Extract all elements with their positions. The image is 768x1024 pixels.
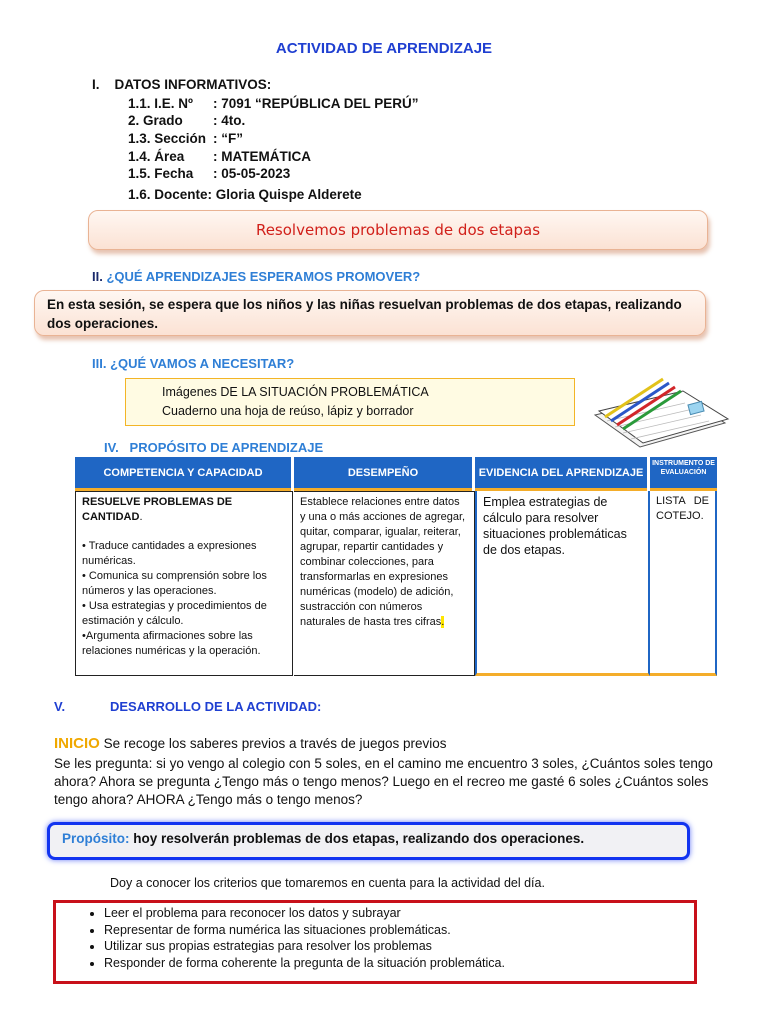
table-header: INSTRUMENTO DE EVALUACIÓN (650, 457, 717, 491)
competencia-item: •Argumenta afirmaciones sobre las relaciones numéricas y la operación. (82, 630, 261, 657)
competencia-item: • Traduce cantidades a expresiones numéricas. (82, 540, 257, 567)
materials-box (125, 378, 575, 426)
section-2-num: II. (92, 269, 103, 284)
notebook-pencils-icon (585, 375, 735, 455)
inicio-label: INICIO (54, 735, 100, 752)
docente-label: 1.6. Docente: (128, 187, 213, 202)
section-5-title: DESARROLLO DE LA ACTIVIDAD: (110, 699, 322, 714)
purpose-table (75, 457, 717, 676)
section-4-heading (104, 440, 323, 455)
docente-value: Gloria Quispe Alderete (215, 187, 362, 202)
competencia-item: • Comunica su comprensión sobre los números y las operaciones. (82, 570, 267, 597)
datos-label: 2. Grado (128, 113, 183, 128)
section-3-num: III. (92, 356, 107, 371)
competencia-item: • Usa estrategias y procedimientos de estimación y cálculo. (82, 600, 267, 627)
inicio-text: Se recoge los saberes previos a través de juegos previos (103, 736, 447, 751)
learning-expectation-box (34, 290, 706, 336)
purpose-text: hoy resolverán problemas de dos etapas, realizando dos operaciones. (133, 831, 585, 846)
table-header: EVIDENCIA DEL APRENDIZAJE (475, 457, 647, 491)
session-title-banner (88, 210, 708, 250)
criteria-item: • Responder de forma coherente la pregunta de la situación problemática. (104, 955, 694, 972)
datos-label: 1.3. Sección (128, 131, 207, 146)
datos-value: : MATEMÁTICA (213, 149, 311, 164)
material-item: Imágenes DE LA SITUACIÓN PROBLEMÁTICA (162, 385, 429, 399)
table-cell-evidencia (475, 491, 650, 676)
table-cell-desempeno: Establece relaciones entre datos y una o más acciones de agregar, quitar, comparar, igualar, reiterar, agrupar, repartir cantidades y combinar colecciones, para transformarlas en expresiones numéricas (modelo) de adición, sustracción con números naturales de hasta tres cifras. (294, 491, 475, 676)
datos-row (128, 113, 245, 128)
section-4-num: IV. (104, 440, 119, 455)
criteria-item: • Representar de forma numérica las situaciones problemáticas. (104, 922, 694, 939)
purpose-box (47, 822, 690, 860)
datos-value: : 7091 “REPÚBLICA DEL PERÚ” (213, 96, 419, 111)
inicio-paragraph: Se les pregunta: si yo vengo al colegio con 5 soles, en el camino me encuentro 3 soles, ¿Cuántos soles tengo ahora? Ahora se pregunta ¿Tengo más o tengo menos? Luego en el recreo me gasté 6 soles ¿Cuántos soles tengo ahora? AHORA ¿Tengo más o tengo menos? (54, 756, 713, 807)
purpose-label: Propósito: (62, 831, 130, 846)
datos-value: : 4to. (213, 113, 246, 128)
table-header: COMPETENCIA Y CAPACIDAD (75, 457, 291, 491)
datos-label: 1.4. Área (128, 149, 185, 164)
criteria-list (84, 905, 694, 971)
datos-row-docente (128, 187, 362, 202)
datos-row (128, 131, 243, 146)
section-2-title: ¿QUÉ APRENDIZAJES ESPERAMOS PROMOVER? (106, 269, 421, 284)
datos-label: 1.1. I.E. Nº (128, 96, 193, 111)
section-3-heading (92, 356, 294, 371)
criteria-item: • Leer el problema para reconocer los datos y subrayar (104, 905, 694, 922)
competencia-title: RESUELVE PROBLEMAS DE CANTIDAD. (82, 496, 233, 523)
learning-expectation-text: En esta sesión, se espera que los niños y las niñas resuelvan problemas de dos etapas, realizando dos operaciones. (47, 297, 682, 331)
datos-value: : “F” (213, 131, 243, 146)
section-3-title: ¿QUÉ VAMOS A NECESITAR? (110, 356, 295, 371)
datos-heading-text: DATOS INFORMATIVOS: (114, 77, 272, 92)
document-title: ACTIVIDAD DE APRENDIZAJE (275, 40, 493, 57)
evidencia-text: Emplea estrategias de cálculo para resolver situaciones problemáticas de dos etapas. (483, 495, 627, 557)
datos-row (128, 96, 419, 111)
datos-heading (92, 77, 271, 92)
criteria-intro: Doy a conocer los criterios que tomaremos en cuenta para la actividad del día. (110, 876, 545, 890)
datos-row (128, 166, 290, 181)
material-item: Cuaderno una hoja de reúso, lápiz y borrador (162, 404, 414, 418)
section-2-heading (92, 269, 420, 284)
table-cell-instrumento (650, 491, 717, 676)
datos-label: 1.5. Fecha (128, 166, 194, 181)
section-5-heading (54, 699, 322, 714)
desempeno-text: Establece relaciones entre datos y una o más acciones de agregar, quitar, comparar, igualar, reiterar, agrupar, repartir cantidades y combinar colecciones, para transformarlas en expresiones numéricas (modelo) de adición, sustracción con números naturales de hasta tres cifras (300, 496, 466, 628)
datos-heading-num: I. (92, 77, 100, 92)
table-cell-competencia (75, 491, 293, 676)
criteria-box (53, 900, 697, 984)
session-title: Resolvemos problemas de dos etapas (255, 221, 541, 239)
inicio-line (54, 735, 447, 752)
instrumento-text: LISTA DE COTEJO. (656, 495, 709, 522)
datos-value: : 05-05-2023 (213, 166, 291, 181)
table-header: DESEMPEÑO (294, 457, 472, 491)
criteria-item: • Utilizar sus propias estrategias para resolver los problemas (104, 938, 694, 955)
datos-row (128, 149, 311, 164)
section-5-num: V. (54, 699, 66, 714)
section-4-title: PROPÓSITO DE APRENDIZAJE (129, 440, 324, 455)
